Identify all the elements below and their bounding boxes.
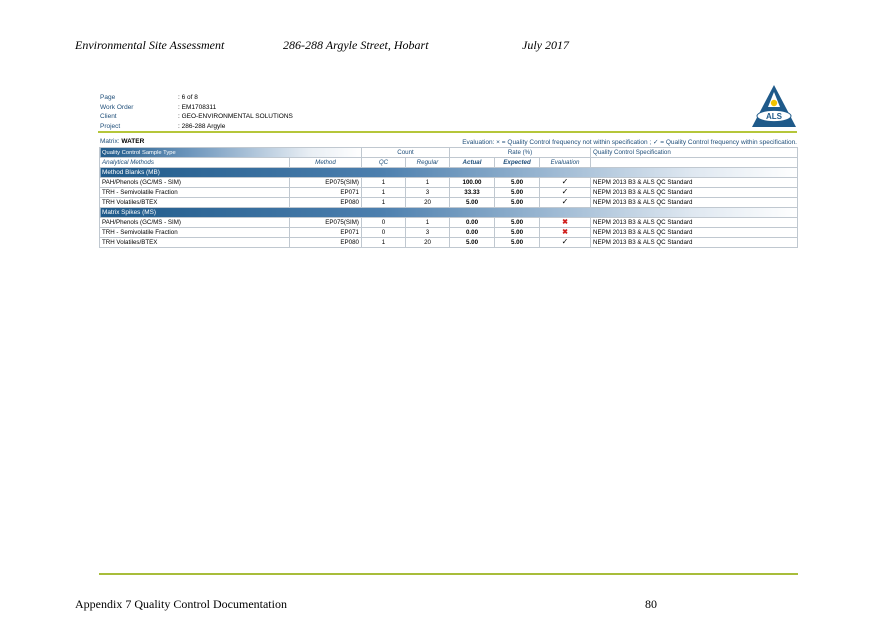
matrix-label: Matrix:	[100, 138, 120, 145]
cell-method: EP075(SIM)	[290, 218, 362, 228]
col-spec-blank	[591, 158, 798, 168]
cell-qc: 0	[362, 228, 406, 238]
table-header-row	[100, 148, 798, 158]
cell-evaluation	[540, 188, 591, 198]
cell-qc: 1	[362, 188, 406, 198]
evaluation-legend: Evaluation: × = Quality Control frequency not within specification ; ✓ = Quality Control frequency within specification.	[462, 139, 797, 146]
section-row	[100, 168, 798, 178]
meta-row-client	[100, 112, 293, 122]
table-row	[100, 238, 798, 248]
table-row	[100, 198, 798, 208]
section-row	[100, 208, 798, 218]
cell-spec: NEPM 2013 B3 & ALS QC Standard	[591, 198, 798, 208]
cell-analysis: TRH - Semivolatile Fraction	[100, 188, 290, 198]
report-meta	[100, 93, 293, 132]
cell-expected: 5.00	[495, 218, 540, 228]
count-header: Count	[362, 148, 450, 158]
table-row	[100, 218, 798, 228]
cell-method: EP071	[290, 188, 362, 198]
cell-actual: 100.00	[450, 178, 495, 188]
cell-qc: 0	[362, 218, 406, 228]
logo-text: ALS	[766, 111, 782, 121]
cell-analysis: TRH Volatiles/BTEX	[100, 238, 290, 248]
col-method: Method	[290, 158, 362, 168]
table-row	[100, 188, 798, 198]
header-site-address: 286-288 Argyle Street, Hobart	[283, 38, 429, 52]
qc-frequency-table	[99, 147, 798, 248]
als-logo-icon	[750, 83, 798, 129]
sample-type-header: Quality Control Sample Type	[100, 148, 362, 158]
check-icon: ✓	[561, 197, 569, 206]
cell-spec: NEPM 2013 B3 & ALS QC Standard	[591, 238, 798, 248]
meta-label: Client	[100, 113, 117, 121]
cell-actual: 0.00	[450, 218, 495, 228]
cell-analysis: PAH/Phenols (GC/MS - SIM)	[100, 218, 290, 228]
cell-method: EP080	[290, 238, 362, 248]
cell-evaluation	[540, 178, 591, 188]
cell-qc: 1	[362, 198, 406, 208]
matrix-info	[100, 138, 144, 146]
cell-expected: 5.00	[495, 228, 540, 238]
cell-method: EP075(SIM)	[290, 178, 362, 188]
meta-row-work-order	[100, 103, 293, 113]
footer-appendix-title: Appendix 7 Quality Control Documentation	[75, 597, 287, 611]
check-icon: ✓	[561, 237, 569, 246]
col-evaluation: Evaluation	[540, 158, 591, 168]
section-title: Matrix Spikes (MS)	[100, 208, 798, 218]
cell-expected: 5.00	[495, 238, 540, 248]
cell-evaluation	[540, 198, 591, 208]
cell-regular: 1	[406, 178, 450, 188]
col-qc: QC	[362, 158, 406, 168]
meta-value: : 286-288 Argyle	[178, 123, 226, 131]
cell-expected: 5.00	[495, 188, 540, 198]
cell-spec: NEPM 2013 B3 & ALS QC Standard	[591, 178, 798, 188]
meta-label: Page	[100, 94, 116, 101]
footer-page-number: 80	[645, 597, 657, 611]
cell-regular: 20	[406, 238, 450, 248]
header-date: July 2017	[522, 38, 569, 52]
footer-divider	[99, 573, 798, 575]
check-icon: ✓	[561, 177, 569, 186]
cell-spec: NEPM 2013 B3 & ALS QC Standard	[591, 218, 798, 228]
col-expected: Expected	[495, 158, 540, 168]
meta-row-page	[100, 93, 293, 103]
cell-actual: 0.00	[450, 228, 495, 238]
cell-analysis: TRH Volatiles/BTEX	[100, 198, 290, 208]
meta-value: : GEO-ENVIRONMENTAL SOLUTIONS	[178, 113, 293, 121]
cell-expected: 5.00	[495, 178, 540, 188]
cell-regular: 3	[406, 228, 450, 238]
cell-regular: 3	[406, 188, 450, 198]
meta-label: Project	[100, 123, 121, 131]
cell-qc: 1	[362, 178, 406, 188]
cross-icon: ✖	[562, 229, 568, 236]
cell-spec: NEPM 2013 B3 & ALS QC Standard	[591, 228, 798, 238]
cell-spec: NEPM 2013 B3 & ALS QC Standard	[591, 188, 798, 198]
matrix-line	[100, 138, 797, 146]
meta-value: : 6 of 8	[178, 94, 198, 101]
col-actual: Actual	[450, 158, 495, 168]
cell-analysis: PAH/Phenols (GC/MS - SIM)	[100, 178, 290, 188]
cell-qc: 1	[362, 238, 406, 248]
cell-actual: 5.00	[450, 198, 495, 208]
cell-evaluation	[540, 238, 591, 248]
cell-analysis: TRH - Semivolatile Fraction	[100, 228, 290, 238]
section-title: Method Blanks (MB)	[100, 168, 798, 178]
cell-regular: 1	[406, 218, 450, 228]
col-regular: Regular	[406, 158, 450, 168]
cell-evaluation	[540, 228, 591, 238]
cell-method: EP071	[290, 228, 362, 238]
cell-actual: 5.00	[450, 238, 495, 248]
check-icon: ✓	[561, 187, 569, 196]
header-document-title: Environmental Site Assessment	[75, 38, 225, 52]
cell-expected: 5.00	[495, 198, 540, 208]
cross-icon: ✖	[562, 219, 568, 226]
cell-regular: 20	[406, 198, 450, 208]
cell-evaluation	[540, 218, 591, 228]
cell-method: EP080	[290, 198, 362, 208]
meta-value: : EM1708311	[178, 103, 217, 111]
spec-header: Quality Control Specification	[591, 148, 798, 158]
table-row	[100, 228, 798, 238]
cell-actual: 33.33	[450, 188, 495, 198]
table-subheader-row	[100, 158, 798, 168]
col-analytical-methods: Analytical Methods	[100, 158, 290, 168]
meta-label: Work Order	[100, 103, 134, 111]
table-row	[100, 178, 798, 188]
matrix-value: WATER	[121, 138, 145, 145]
header-divider	[98, 131, 797, 133]
rate-header: Rate (%)	[450, 148, 591, 158]
